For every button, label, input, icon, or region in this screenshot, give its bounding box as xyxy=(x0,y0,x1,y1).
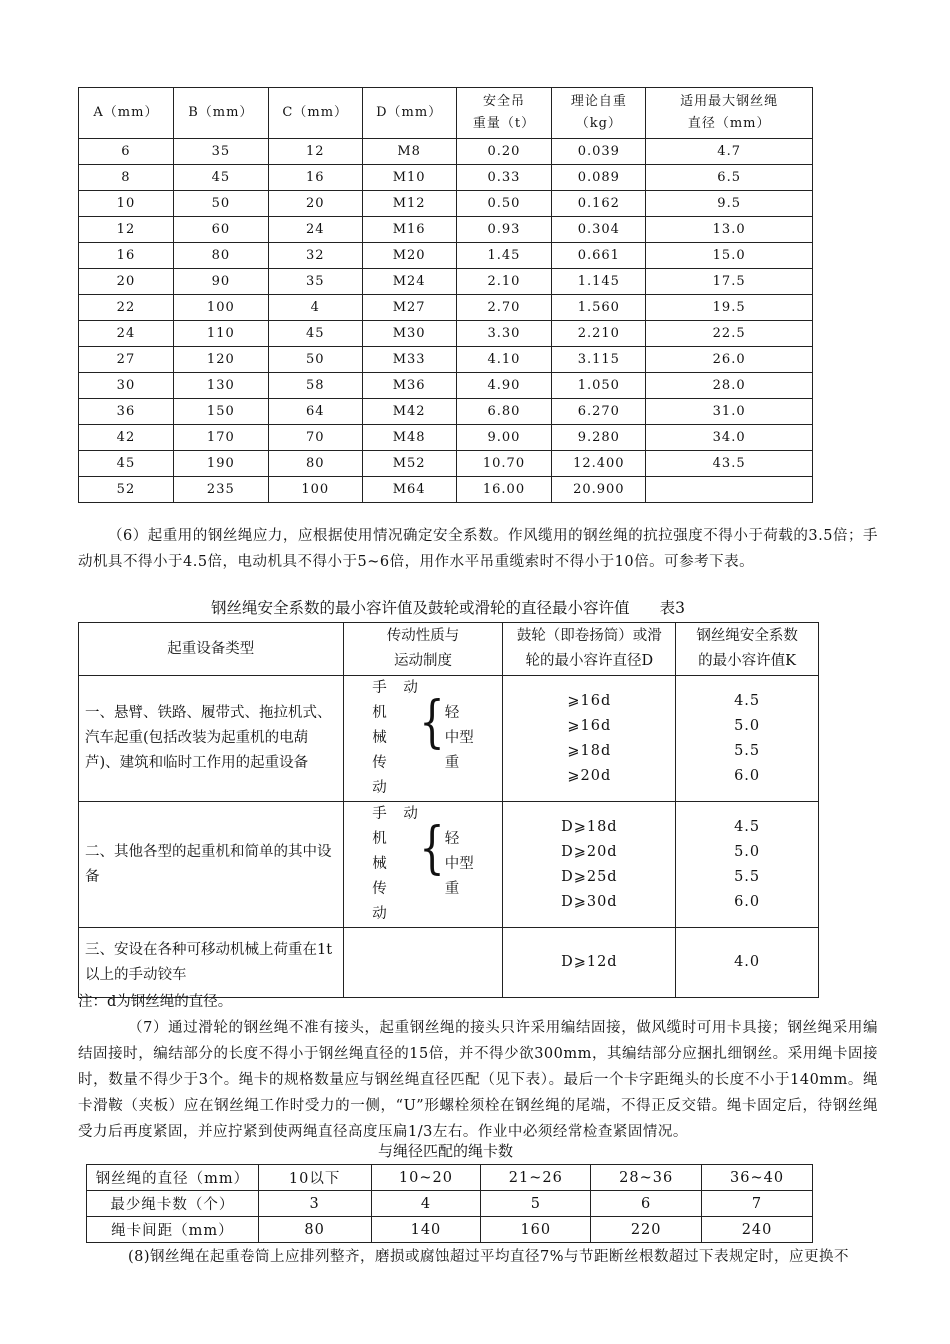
cell-self-weight: 3.115 xyxy=(552,347,646,373)
cell-b: 190 xyxy=(173,451,268,477)
paragraph-7: （7）通过滑轮的钢丝绳不准有接头，起重钢丝绳的接头只许采用编结固接，做风缆时可用卡具接；钢丝绳采用编结固接时，编结部分的长度不得小于钢丝绳直径的15倍，并不得少欲300mm，其编结部分应捆扎细钢丝。采用绳卡固接时，数量不得少于3个。绳卡的规格数量应与钢丝绳直径匹配（见下表）。最后一个卡字距绳头的长度不小于140mm。绳卡滑鞍（夹板）应在钢丝绳工作时受力的一侧，“U”形螺栓须栓在钢丝绳的尾端，不得正反交错。绳卡固定后，待钢丝绳受力后再度紧固，并应拧紧到使两绳直径高度压扁1/3左右。作业中必须经常检查紧固情况。 xyxy=(78,1020,878,1140)
cell-max-diameter: 43.5 xyxy=(646,451,813,477)
cell-self-weight: 0.661 xyxy=(552,243,646,269)
header-min-drum-diameter: 鼓轮（即卷扬筒）或滑 轮的最小容许直径D xyxy=(503,623,676,676)
cell-a: 6 xyxy=(79,139,174,165)
row-label-cell: 绳卡间距（mm） xyxy=(87,1217,259,1243)
safety-factor-value: 5.0 xyxy=(734,843,761,860)
table-row xyxy=(79,295,813,321)
cell-d: M27 xyxy=(362,295,456,321)
safety-factor-cell xyxy=(676,802,819,928)
cell-b: 110 xyxy=(173,321,268,347)
cell-self-weight: 20.900 xyxy=(552,477,646,503)
duty-medium: 中型 xyxy=(444,730,474,746)
cell-d: M64 xyxy=(362,477,456,503)
value-cell: 10以下 xyxy=(258,1165,371,1191)
cell-d: M36 xyxy=(362,373,456,399)
drive-transmission: 传 动 xyxy=(372,755,393,796)
table-note: 注：d为钢丝绳的直径。 xyxy=(78,994,233,1010)
safety-factor-cell xyxy=(676,928,819,998)
cell-b: 120 xyxy=(173,347,268,373)
cell-a: 45 xyxy=(79,451,174,477)
header-self-weight: 理论自重 （kg） xyxy=(552,88,646,139)
drive-type-cell xyxy=(343,802,503,928)
table-row xyxy=(79,373,813,399)
cell-self-weight: 2.210 xyxy=(552,321,646,347)
cell-d: M12 xyxy=(362,191,456,217)
value-cell: 240 xyxy=(702,1217,813,1243)
drum-diameter-value: D⩾25d xyxy=(561,868,618,885)
table3-number: 表3 xyxy=(659,599,685,617)
cell-c: 70 xyxy=(268,425,362,451)
cell-d: M10 xyxy=(362,165,456,191)
drum-diameter-value: ⩾16d xyxy=(567,692,612,709)
header-min-safety-factor: 钢丝绳安全系数 的最小容许值K xyxy=(676,623,819,676)
duty-heavy: 重 xyxy=(444,881,460,897)
header-max-diameter: 适用最大钢丝绳 直径（mm） xyxy=(646,88,813,139)
table-row xyxy=(79,243,813,269)
cell-b: 50 xyxy=(173,191,268,217)
cell-safe-load: 3.30 xyxy=(456,321,552,347)
value-cell: 10~20 xyxy=(371,1165,481,1191)
value-cell: 220 xyxy=(591,1217,702,1243)
cell-b: 35 xyxy=(173,139,268,165)
cell-d: M24 xyxy=(362,269,456,295)
cell-d: M52 xyxy=(362,451,456,477)
header-equipment-type: 起重设备类型 xyxy=(79,623,344,676)
value-cell: 36~40 xyxy=(702,1165,813,1191)
drive-manual: 手 动 xyxy=(372,680,424,696)
cell-d: M8 xyxy=(362,139,456,165)
cell-d: M33 xyxy=(362,347,456,373)
brace-icon: { xyxy=(419,816,445,882)
cell-safe-load: 0.33 xyxy=(456,165,552,191)
cell-safe-load: 16.00 xyxy=(456,477,552,503)
cell-a: 8 xyxy=(79,165,174,191)
cell-max-diameter: 4.7 xyxy=(646,139,813,165)
table-row xyxy=(79,139,813,165)
cell-self-weight: 1.560 xyxy=(552,295,646,321)
table-row xyxy=(87,1217,813,1243)
equipment-type-cell: 三、安设在各种可移动机械上荷重在1t以上的手动铰车 xyxy=(79,928,344,998)
table-row xyxy=(79,425,813,451)
cell-a: 27 xyxy=(79,347,174,373)
brace-icon: { xyxy=(419,690,445,756)
table-row xyxy=(79,477,813,503)
cell-c: 4 xyxy=(268,295,362,321)
cell-a: 24 xyxy=(79,321,174,347)
cell-c: 32 xyxy=(268,243,362,269)
header-a: A（mm） xyxy=(79,88,174,139)
cell-self-weight: 0.162 xyxy=(552,191,646,217)
drum-diameter-value: ⩾18d xyxy=(567,742,612,759)
safety-factor-value: 5.0 xyxy=(734,717,761,734)
table-row xyxy=(87,1165,813,1191)
cell-max-diameter: 31.0 xyxy=(646,399,813,425)
safety-factor-value: 4.0 xyxy=(734,954,761,970)
drive-transmission: 传 动 xyxy=(372,881,393,922)
drum-diameter-cell xyxy=(503,676,676,802)
table-row xyxy=(79,802,819,928)
cell-b: 170 xyxy=(173,425,268,451)
value-cell: 5 xyxy=(481,1191,591,1217)
cell-self-weight: 9.280 xyxy=(552,425,646,451)
cell-max-diameter: 17.5 xyxy=(646,269,813,295)
cell-a: 52 xyxy=(79,477,174,503)
cell-safe-load: 10.70 xyxy=(456,451,552,477)
cell-max-diameter: 9.5 xyxy=(646,191,813,217)
cell-safe-load: 0.93 xyxy=(456,217,552,243)
cell-b: 60 xyxy=(173,217,268,243)
cell-d: M20 xyxy=(362,243,456,269)
value-cell: 28~36 xyxy=(591,1165,702,1191)
cell-max-diameter: 13.0 xyxy=(646,217,813,243)
safety-factor-value: 4.5 xyxy=(734,818,761,835)
cell-safe-load: 0.50 xyxy=(456,191,552,217)
cell-c: 64 xyxy=(268,399,362,425)
table-row xyxy=(87,1191,813,1217)
cell-self-weight: 12.400 xyxy=(552,451,646,477)
table-row xyxy=(79,347,813,373)
drive-manual: 手 动 xyxy=(372,806,424,822)
table-row xyxy=(79,399,813,425)
table-row xyxy=(79,165,813,191)
cell-c: 45 xyxy=(268,321,362,347)
table-row xyxy=(79,451,813,477)
cell-c: 58 xyxy=(268,373,362,399)
drive-mechanical: 机 械 xyxy=(372,705,393,746)
cell-max-diameter: 28.0 xyxy=(646,373,813,399)
cell-d: M30 xyxy=(362,321,456,347)
value-cell: 80 xyxy=(258,1217,371,1243)
table-row xyxy=(79,928,819,998)
cell-max-diameter: 26.0 xyxy=(646,347,813,373)
cell-a: 36 xyxy=(79,399,174,425)
cell-self-weight: 0.039 xyxy=(552,139,646,165)
value-cell: 140 xyxy=(371,1217,481,1243)
row-label-cell: 最少绳卡数（个） xyxy=(87,1191,259,1217)
drum-diameter-value: D⩾20d xyxy=(561,843,618,860)
drum-diameter-cell xyxy=(503,802,676,928)
cell-safe-load: 9.00 xyxy=(456,425,552,451)
cell-safe-load: 4.90 xyxy=(456,373,552,399)
header-d: D（mm） xyxy=(362,88,456,139)
cell-safe-load: 6.80 xyxy=(456,399,552,425)
cell-b: 90 xyxy=(173,269,268,295)
header-drive-type: 传动性质与 运动制度 xyxy=(343,623,503,676)
cell-a: 16 xyxy=(79,243,174,269)
cell-a: 30 xyxy=(79,373,174,399)
paragraph-6: （6）起重用的钢丝绳应力，应根据使用情况确定安全系数。作风缆用的钢丝绳的抗拉强度不得小于荷载的3.5倍；手动机具不得小于4.5倍，电动机具不得小于5~6倍，用作水平吊重缆索时不得小于10倍。可参考下表。 xyxy=(78,528,878,570)
wire-rope-clip-spec-table xyxy=(78,87,813,503)
cell-max-diameter xyxy=(646,477,813,503)
duty-light: 轻 xyxy=(444,705,460,721)
safety-factor-value: 4.5 xyxy=(734,692,761,709)
value-cell: 21~26 xyxy=(481,1165,591,1191)
drive-mechanical: 机 械 xyxy=(372,831,393,872)
paragraph-8: (8)钢丝绳在起重卷筒上应排列整齐，磨损或腐蚀超过平均直径7%与节距断丝根数超过下表规定时，应更换不 xyxy=(128,1249,850,1265)
header-c: C（mm） xyxy=(268,88,362,139)
cell-d: M48 xyxy=(362,425,456,451)
cell-max-diameter: 19.5 xyxy=(646,295,813,321)
equipment-type-cell: 一、悬臂、铁路、履带式、拖拉机式、汽车起重(包括改装为起重机的电葫芦)、建筑和临时工作用的起重设备 xyxy=(79,676,344,802)
cell-c: 35 xyxy=(268,269,362,295)
cell-c: 80 xyxy=(268,451,362,477)
equipment-type-cell: 二、其他各型的起重机和简单的其中设备 xyxy=(79,802,344,928)
cell-max-diameter: 15.0 xyxy=(646,243,813,269)
cell-d: M16 xyxy=(362,217,456,243)
table-row xyxy=(79,217,813,243)
cell-c: 24 xyxy=(268,217,362,243)
cell-c: 16 xyxy=(268,165,362,191)
table-header-row xyxy=(79,88,813,139)
row-label-cell: 钢丝绳的直径（mm） xyxy=(87,1165,259,1191)
cell-b: 130 xyxy=(173,373,268,399)
header-safe-load: 安全吊 重量（t） xyxy=(456,88,552,139)
value-cell: 160 xyxy=(481,1217,591,1243)
drum-diameter-cell xyxy=(503,928,676,998)
table-header-row xyxy=(79,623,819,676)
drum-diameter-value: D⩾18d xyxy=(561,818,618,835)
safety-factor-value: 5.5 xyxy=(734,868,761,885)
cell-c: 50 xyxy=(268,347,362,373)
cell-c: 12 xyxy=(268,139,362,165)
cell-a: 12 xyxy=(79,217,174,243)
cell-b: 80 xyxy=(173,243,268,269)
cell-c: 20 xyxy=(268,191,362,217)
duty-light: 轻 xyxy=(444,831,460,847)
drum-diameter-value: D⩾30d xyxy=(561,893,618,910)
table-row xyxy=(79,191,813,217)
safety-factor-table xyxy=(78,622,819,998)
table-row xyxy=(79,269,813,295)
value-cell: 4 xyxy=(371,1191,481,1217)
cell-max-diameter: 34.0 xyxy=(646,425,813,451)
cell-safe-load: 0.20 xyxy=(456,139,552,165)
value-cell: 3 xyxy=(258,1191,371,1217)
drum-diameter-value: ⩾20d xyxy=(567,767,612,784)
safety-factor-value: 5.5 xyxy=(734,742,761,759)
cell-c: 100 xyxy=(268,477,362,503)
cell-d: M42 xyxy=(362,399,456,425)
safety-factor-value: 6.0 xyxy=(734,893,761,910)
clip-count-table-caption: 与绳径匹配的绳卡数 xyxy=(377,1142,513,1160)
table3-caption-text: 钢丝绳安全系数的最小容许值及鼓轮或滑轮的直径最小容许值 xyxy=(211,599,630,617)
cell-a: 20 xyxy=(79,269,174,295)
table3-caption xyxy=(78,596,818,618)
cell-a: 22 xyxy=(79,295,174,321)
duty-heavy: 重 xyxy=(444,755,460,771)
cell-max-diameter: 6.5 xyxy=(646,165,813,191)
cell-b: 100 xyxy=(173,295,268,321)
cell-safe-load: 2.10 xyxy=(456,269,552,295)
drum-diameter-value: ⩾16d xyxy=(567,717,612,734)
safety-factor-cell xyxy=(676,676,819,802)
drive-type-cell xyxy=(343,676,503,802)
drum-diameter-value: D⩾12d xyxy=(561,954,618,970)
cell-b: 235 xyxy=(173,477,268,503)
cell-self-weight: 0.304 xyxy=(552,217,646,243)
cell-max-diameter: 22.5 xyxy=(646,321,813,347)
cell-b: 45 xyxy=(173,165,268,191)
value-cell: 7 xyxy=(702,1191,813,1217)
clip-count-table xyxy=(86,1164,813,1243)
cell-safe-load: 2.70 xyxy=(456,295,552,321)
cell-b: 150 xyxy=(173,399,268,425)
table-row xyxy=(79,676,819,802)
cell-self-weight: 1.050 xyxy=(552,373,646,399)
safety-factor-value: 6.0 xyxy=(734,767,761,784)
cell-a: 42 xyxy=(79,425,174,451)
cell-self-weight: 6.270 xyxy=(552,399,646,425)
cell-self-weight: 0.089 xyxy=(552,165,646,191)
drive-type-group xyxy=(372,802,473,927)
duty-medium: 中型 xyxy=(444,856,474,872)
cell-safe-load: 4.10 xyxy=(456,347,552,373)
header-b: B（mm） xyxy=(173,88,268,139)
cell-safe-load: 1.45 xyxy=(456,243,552,269)
cell-self-weight: 1.145 xyxy=(552,269,646,295)
table-row xyxy=(79,321,813,347)
drive-type-group xyxy=(372,676,473,801)
value-cell: 6 xyxy=(591,1191,702,1217)
cell-a: 10 xyxy=(79,191,174,217)
